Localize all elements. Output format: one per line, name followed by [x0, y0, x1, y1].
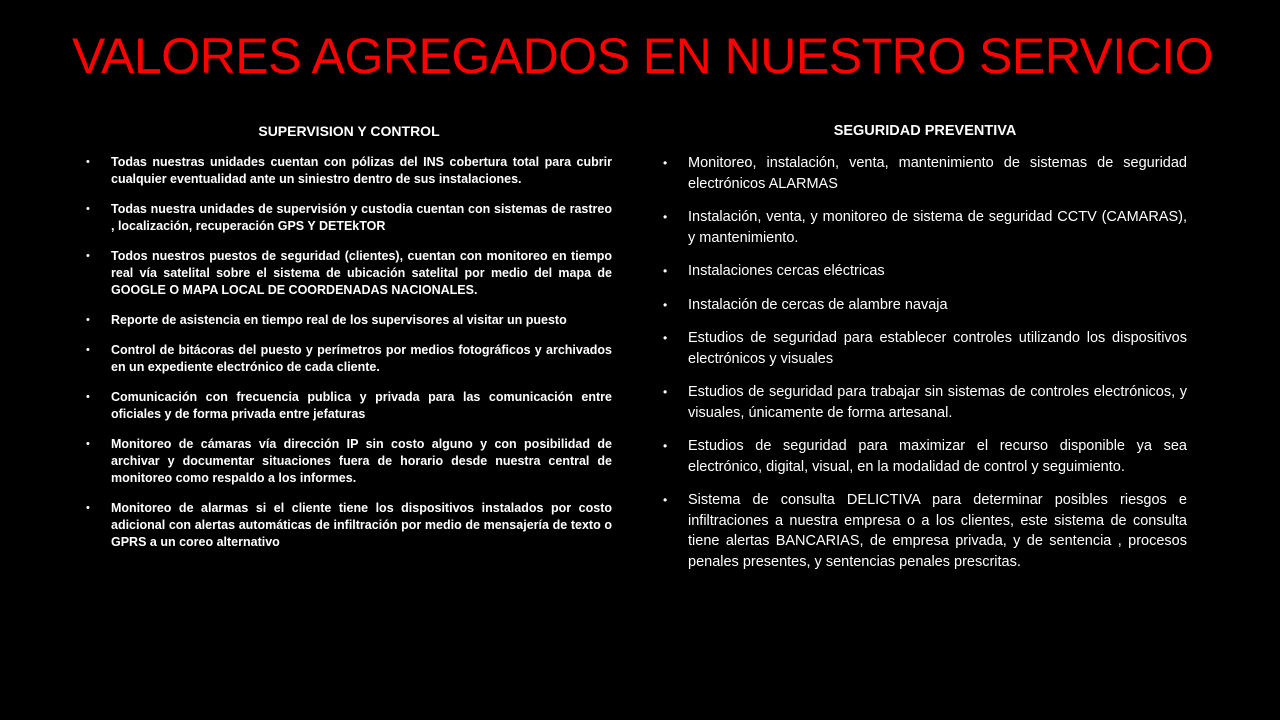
bullet-dot-icon: •	[663, 297, 668, 312]
list-item	[663, 436, 1187, 477]
preventive-security-column	[663, 122, 1187, 585]
bullet-dot-icon: •	[86, 438, 90, 450]
list-item-text: Estudios de seguridad para maximizar el recurso disponible ya sea electrónico, digital, visual, en la modalidad de control y seguimiento.	[688, 438, 1187, 475]
list-item-text: Monitoreo de alarmas si el cliente tiene los dispositivos instalados por costo adicional con alertas automáticas de infiltración por medio de mensajería de texto o GPRS a un coreo alternativo	[111, 501, 612, 549]
list-item-text: Estudios de seguridad para establecer controles utilizando los dispositivos electrónicos y visuales	[688, 330, 1187, 367]
list-item-text: Reporte de asistencia en tiempo real de los supervisores al visitar un puesto	[111, 313, 567, 327]
list-item-text: Comunicación con frecuencia publica y privada para las comunicación entre oficiales y de forma privada entre jefaturas	[111, 390, 612, 421]
list-item-text: Todas nuestras unidades cuentan con pólizas del INS cobertura total para cubrir cualquier eventualidad ante un siniestro dentro de sus instalaciones.	[111, 155, 612, 186]
bullet-dot-icon: •	[86, 156, 90, 168]
list-item	[663, 490, 1187, 572]
list-item	[663, 382, 1187, 423]
list-item-text: Sistema de consulta DELICTIVA para determinar posibles riesgos e infiltraciones a nuestra empresa o a los clientes, este sistema de consulta tiene alertas BANCARIAS, de empresa privada, y de sentencia , procesos penales presentes, y sentencias penales prescritas.	[688, 492, 1187, 570]
bullet-dot-icon: •	[663, 210, 668, 224]
list-item-text: Estudios de seguridad para trabajar sin sistemas de controles electrónicos, y visuales, únicamente de forma artesanal.	[688, 384, 1187, 421]
preventive-security-heading: SEGURIDAD PREVENTIVA	[833, 123, 1017, 139]
bullet-dot-icon: •	[663, 439, 668, 453]
list-item	[663, 207, 1187, 248]
list-item-text: Monitoreo, instalación, venta, mantenimiento de sistemas de seguridad electrónicos ALARMAS	[688, 155, 1187, 192]
list-item	[86, 342, 612, 376]
bullet-dot-icon: •	[86, 203, 90, 215]
supervision-heading: SUPERVISION Y CONTROL	[258, 123, 440, 139]
list-item	[86, 201, 612, 235]
list-item-text: Monitoreo de cámaras vía dirección IP sin costo alguno y con posibilidad de archivar y documentar situaciones fuera de horario desde nuestra central de monitoreo como respaldo a los informes.	[111, 437, 612, 485]
list-item-text: Todos nuestros puestos de seguridad (clientes), cuentan con monitoreo en tiempo real vía satelital sobre el sistema de ubicación satelital por medio del mapa de GOOGLE O MAPA LOCAL DE COORDENADAS NACIONALES.	[111, 249, 612, 297]
bullet-dot-icon: •	[663, 331, 668, 345]
list-item	[86, 389, 612, 423]
slide-title: VALORES AGREGADOS EN NUESTRO SERVICIO	[72, 28, 1214, 84]
list-item	[86, 500, 612, 551]
bullet-dot-icon: •	[663, 493, 668, 507]
bullet-dot-icon: •	[663, 156, 668, 170]
supervision-list	[86, 154, 612, 551]
preventive-security-list	[663, 153, 1187, 572]
list-item-text: Instalación, venta, y monitoreo de sistema de seguridad CCTV (CAMARAS), y mantenimiento.	[688, 209, 1187, 246]
list-item	[86, 248, 612, 299]
list-item	[663, 295, 1187, 316]
bullet-dot-icon: •	[86, 502, 90, 514]
supervision-column	[86, 122, 612, 564]
list-item	[86, 312, 612, 329]
bullet-dot-icon: •	[663, 385, 668, 399]
bullet-dot-icon: •	[86, 314, 90, 326]
list-item	[663, 153, 1187, 194]
list-item-text: Control de bitácoras del puesto y perímetros por medios fotográficos y archivados en un expediente electrónico de cada cliente.	[111, 343, 612, 374]
list-item-text: Instalación de cercas de alambre navaja	[688, 296, 948, 313]
list-item-text: Instalaciones cercas eléctricas	[688, 263, 885, 279]
bullet-dot-icon: •	[663, 264, 668, 278]
bullet-dot-icon: •	[86, 391, 90, 403]
list-item	[86, 154, 612, 188]
list-item-text: Todas nuestra unidades de supervisión y custodia cuentan con sistemas de rastreo , localización, recuperación GPS Y DETEkTOR	[111, 202, 612, 233]
bullet-dot-icon: •	[86, 250, 90, 262]
list-item	[663, 261, 1187, 282]
list-item	[86, 436, 612, 487]
list-item	[663, 328, 1187, 369]
bullet-dot-icon: •	[86, 344, 90, 356]
